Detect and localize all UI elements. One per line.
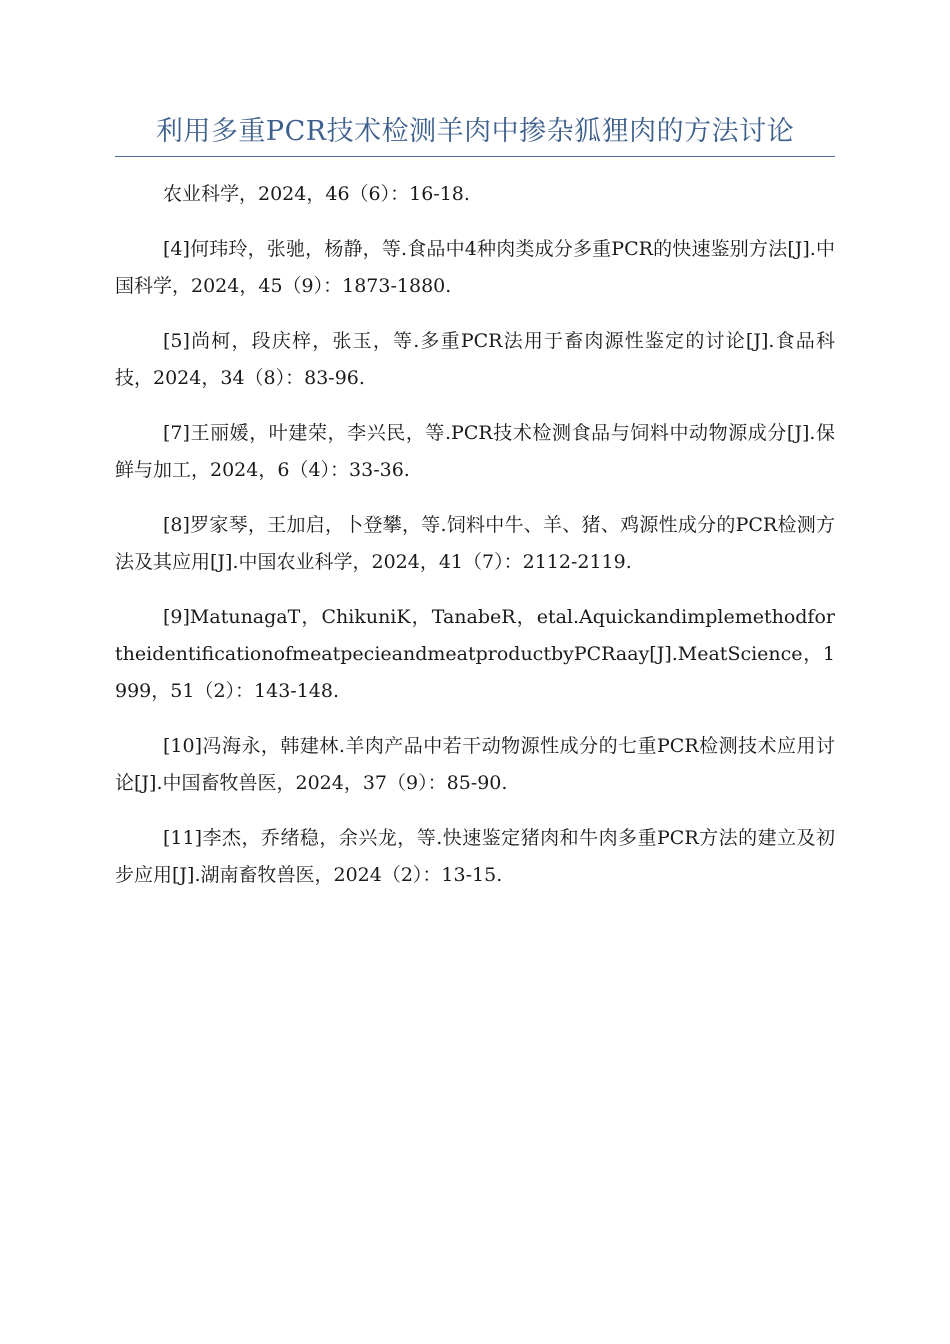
reference-item-9: [9]MatunagaT，ChikuniK，TanabeR，etal.AquickandimplemethodfortheidentificationofmeatpecieandmeatproductbyPCRaay[J].MeatScience，1999，51（2）：143-148. xyxy=(115,606,835,702)
reference-item-7: [7]王丽媛，叶建荣，李兴民，等.PCR技术检测食品与饲料中动物源成分[J].保鲜与加工，2024，6（4）：33-36. xyxy=(115,422,835,481)
page-title: 利用多重PCR技术检测羊肉中掺杂狐狸肉的方法讨论 xyxy=(155,116,795,147)
reference-item-11: [11]李杰，乔绪稳，余兴龙，等.快速鉴定猪肉和牛肉多重PCR方法的建立及初步应用[J].湖南畜牧兽医，2024（2）：13-15. xyxy=(115,827,835,886)
reference-item-5: [5]尚柯，段庆梓，张玉，等.多重PCR法用于畜肉源性鉴定的讨论[J].食品科技，2024，34（8）：83-96. xyxy=(115,330,835,389)
reference-item-10: [10]冯海永，韩建林.羊肉产品中若干动物源性成分的七重PCR检测技术应用讨论[J].中国畜牧兽医，2024，37（9）：85-90. xyxy=(115,735,835,794)
reference-list xyxy=(115,176,835,912)
reference-item-8: [8]罗家琴，王加启，卜登攀，等.饲料中牛、羊、猪、鸡源性成分的PCR检测方法及其应用[J].中国农业科学，2024，41（7）：2112-2119. xyxy=(115,514,835,573)
reference-item-4: [4]何玮玲，张驰，杨静，等.食品中4种肉类成分多重PCR的快速鉴别方法[J].中国科学，2024，45（9）：1873-1880. xyxy=(115,238,835,297)
reference-continuation: 农业科学，2024，46（6）：16-18. xyxy=(163,183,470,205)
title-bar xyxy=(115,112,835,157)
